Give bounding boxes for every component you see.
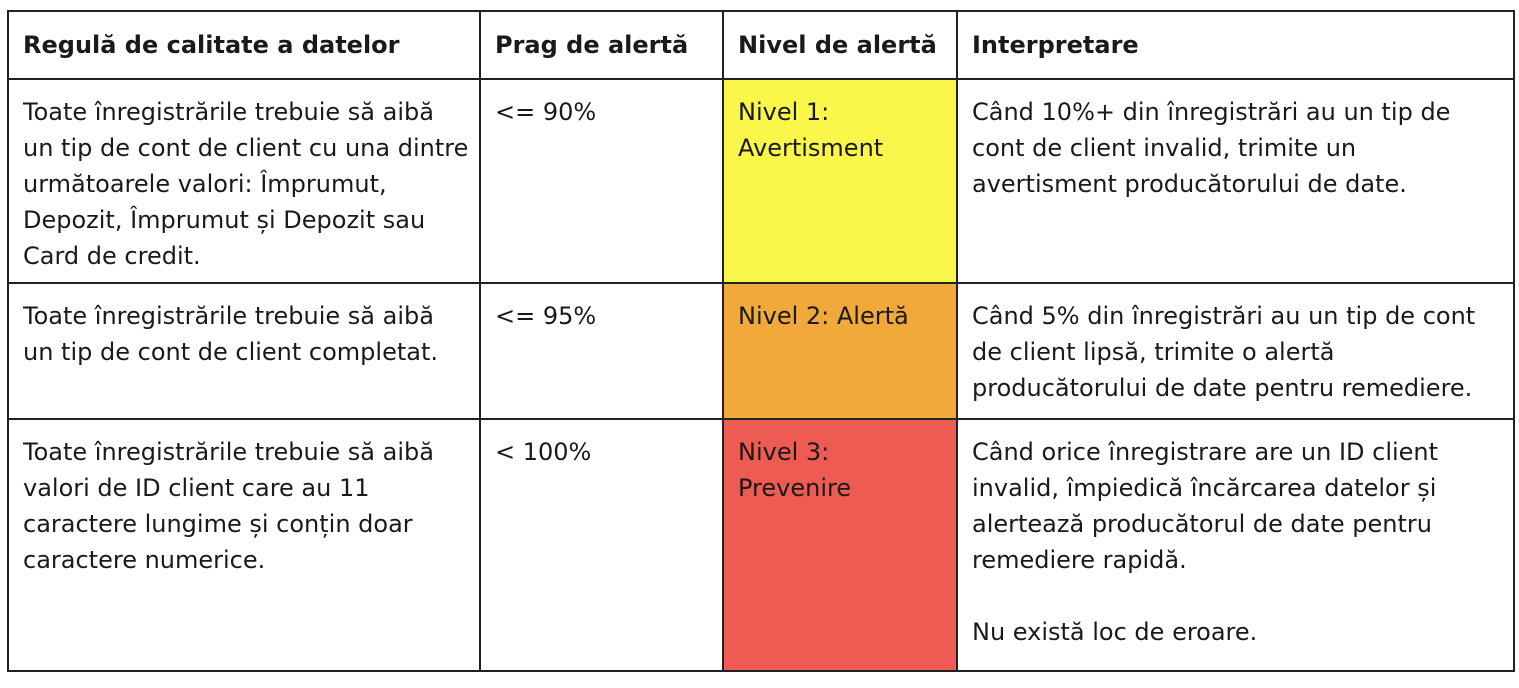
threshold-text: < 100% <box>495 438 592 466</box>
interpretation-cell <box>957 419 1514 671</box>
alert-level-cell <box>723 419 957 671</box>
rule-cell <box>8 419 480 671</box>
interpretation-text: Când 10%+ din înregistrări au un tip de cont de client invalid, trimite un avertisment producătorului de date. <box>972 98 1451 198</box>
table-row <box>8 283 1514 419</box>
alert-level-cell <box>723 283 957 419</box>
interpretation-text: Când 5% din înregistrări au un tip de cont de client lipsă, trimite o alertă producătorului de date pentru remediere. <box>972 302 1476 402</box>
threshold-cell <box>480 79 723 283</box>
alert-level-text: Nivel 2: Alertă <box>738 302 909 330</box>
header-interpretation: Interpretare <box>957 11 1514 79</box>
table-header-row <box>8 11 1514 79</box>
threshold-cell <box>480 283 723 419</box>
table-row <box>8 419 1514 671</box>
interpretation-note: Nu există loc de eroare. <box>972 618 1258 646</box>
threshold-text: <= 95% <box>495 302 597 330</box>
interpretation-text: Când orice înregistrare are un ID client invalid, împiedică încărcarea datelor și alertează producătorul de date pentru remediere rapidă. <box>972 438 1439 574</box>
threshold-text: <= 90% <box>495 98 597 126</box>
table-row <box>8 79 1514 283</box>
rule-cell <box>8 283 480 419</box>
header-level: Nivel de alertă <box>723 11 957 79</box>
rule-text: Toate înregistrările trebuie să aibă un tip de cont de client completat. <box>23 302 439 366</box>
data-quality-rules-table <box>7 10 1515 672</box>
alert-level-cell <box>723 79 957 283</box>
alert-level-text: Nivel 3: Prevenire <box>738 438 852 502</box>
alert-level-text: Nivel 1: Avertisment <box>738 98 884 162</box>
rule-text: Toate înregistrările trebuie să aibă valori de ID client care au 11 caractere lungime și conțin doar caractere numerice. <box>23 438 434 574</box>
interpretation-cell <box>957 79 1514 283</box>
header-rule: Regulă de calitate a datelor <box>8 11 480 79</box>
rule-cell <box>8 79 480 283</box>
header-threshold: Prag de alertă <box>480 11 723 79</box>
threshold-cell <box>480 419 723 671</box>
interpretation-cell <box>957 283 1514 419</box>
rule-text: Toate înregistrările trebuie să aibă un tip de cont de client cu una dintre următoarele valori: Împrumut, Depozit, Împrumut și Depozit sau Card de credit. <box>23 98 469 270</box>
